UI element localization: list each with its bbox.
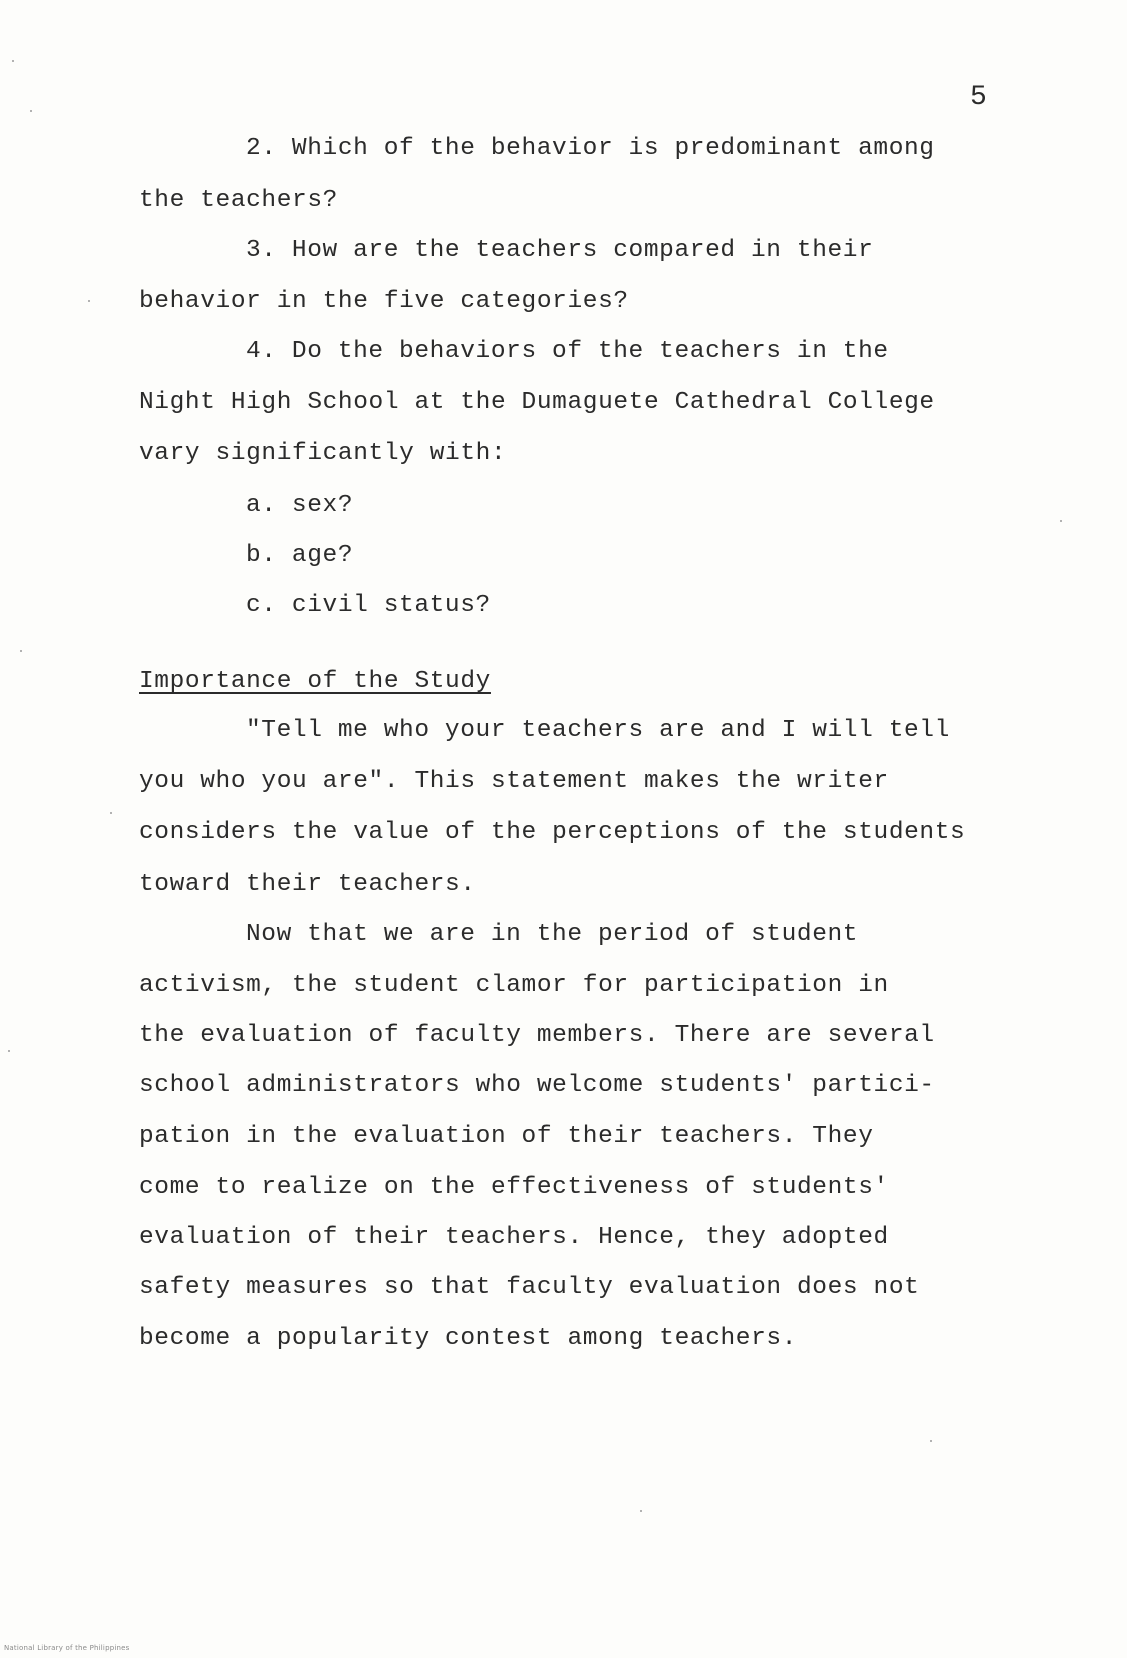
scan-speck (12, 60, 14, 62)
scan-speck (88, 300, 90, 302)
paragraph-2-line-2: activism, the student clamor for participation in (139, 972, 889, 999)
scan-speck (640, 1510, 642, 1512)
question-2-line-1: 2. Which of the behavior is predominant among (246, 135, 935, 162)
paragraph-2-line-4: school administrators who welcome students' partici- (139, 1072, 935, 1099)
question-2-line-2: the teachers? (139, 187, 338, 214)
scan-speck (930, 1440, 932, 1442)
question-4-line-1: 4. Do the behaviors of the teachers in the (246, 338, 889, 365)
paragraph-2-line-8: safety measures so that faculty evaluation does not (139, 1274, 920, 1301)
question-4-line-3: vary significantly with: (139, 440, 507, 467)
question-3-line-1: 3. How are the teachers compared in their (246, 237, 874, 264)
sub-item-age: b. age? (246, 542, 354, 569)
paragraph-2-line-6: come to realize on the effectiveness of students' (139, 1174, 889, 1201)
question-3-line-2: behavior in the five categories? (139, 288, 629, 315)
paragraph-2-line-7: evaluation of their teachers. Hence, they adopted (139, 1224, 889, 1251)
paragraph-1-line-1: "Tell me who your teachers are and I will tell (246, 717, 950, 744)
paragraph-2-line-9: become a popularity contest among teachers. (139, 1325, 798, 1352)
paragraph-1-line-2: you who you are". This statement makes the writer (139, 768, 889, 795)
scan-speck (110, 812, 112, 814)
scan-speck (1060, 520, 1062, 522)
paragraph-2-line-1: Now that we are in the period of student (246, 921, 859, 948)
sub-item-civil-status: c. civil status? (246, 592, 491, 619)
paragraph-2-line-3: the evaluation of faculty members. There are several (139, 1022, 935, 1049)
paragraph-1-line-4: toward their teachers. (139, 871, 476, 898)
section-heading: Importance of the Study (139, 668, 491, 695)
scan-speck (30, 110, 32, 112)
sub-item-sex: a. sex? (246, 492, 354, 519)
page-number: 5 (970, 82, 987, 113)
scan-speck (20, 650, 22, 652)
scan-speck (8, 1050, 10, 1052)
question-4-line-2: Night High School at the Dumaguete Cathedral College (139, 389, 935, 416)
paragraph-1-line-3: considers the value of the perceptions of the students (139, 819, 966, 846)
paragraph-2-line-5: pation in the evaluation of their teachers. They (139, 1123, 874, 1150)
footer-source-note: National Library of the Philippines (4, 1644, 130, 1652)
